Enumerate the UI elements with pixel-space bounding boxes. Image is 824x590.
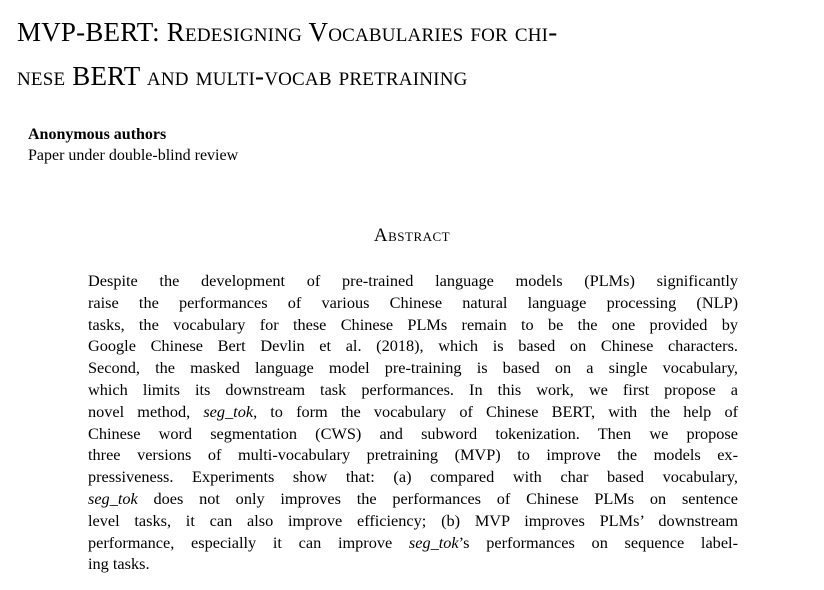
method-name: seg_tok <box>88 488 138 508</box>
title-line-1: MVP-BERT: Redesigning Vocabularies for chi- <box>17 17 558 47</box>
abstract-line: Chinese word segmentation (CWS) and subword tokenization. Then we propose <box>88 423 738 443</box>
abstract-line: pressiveness. Experiments show that: (a) compared with char based vocabulary, <box>88 467 738 487</box>
abstract-line: novel method, seg_tok, to form the vocabulary of Chinese BERT, with the help of <box>88 401 739 421</box>
abstract-line: three versions of multi-vocabulary pretraining (MVP) to improve the models ex- <box>88 445 738 465</box>
abstract-line: level tasks, it can also improve efficiency; (b) MVP improves PLMs’ downstream <box>88 510 738 530</box>
method-name: seg_tok <box>203 401 254 421</box>
abstract-line: raise the performances of various Chinese natural language processing (NLP) <box>88 292 738 312</box>
abstract-line: which limits its downstream task performances. In this work, we first propose a <box>88 379 738 399</box>
abstract-line: ing tasks. <box>88 554 150 574</box>
abstract-body <box>88 270 738 575</box>
title-line-2: nese BERT and multi-vocab pretraining <box>17 61 468 91</box>
author-block <box>28 124 238 166</box>
method-name: seg_tok <box>408 532 459 552</box>
abstract-heading: Abstract <box>373 225 451 246</box>
abstract-line: Google Chinese Bert Devlin et al. (2018), which is based on Chinese characters. <box>88 336 738 356</box>
abstract-line: Second, the masked language model pre-training is based on a single vocabulary, <box>88 358 738 378</box>
paper-title <box>17 10 817 98</box>
abstract-line: tasks, the vocabulary for these Chinese PLMs remain to be the one provided by <box>88 314 738 334</box>
abstract-line: Despite the development of pre-trained language models (PLMs) significantly <box>88 271 738 290</box>
abstract-line: performance, especially it can improve seg_tok’s performances on sequence label- <box>88 532 738 552</box>
abstract-line: seg_tok does not only improves the performances of Chinese PLMs on sentence <box>88 488 738 508</box>
review-note: Paper under double-blind review <box>28 147 239 164</box>
author-names: Anonymous authors <box>28 126 167 143</box>
